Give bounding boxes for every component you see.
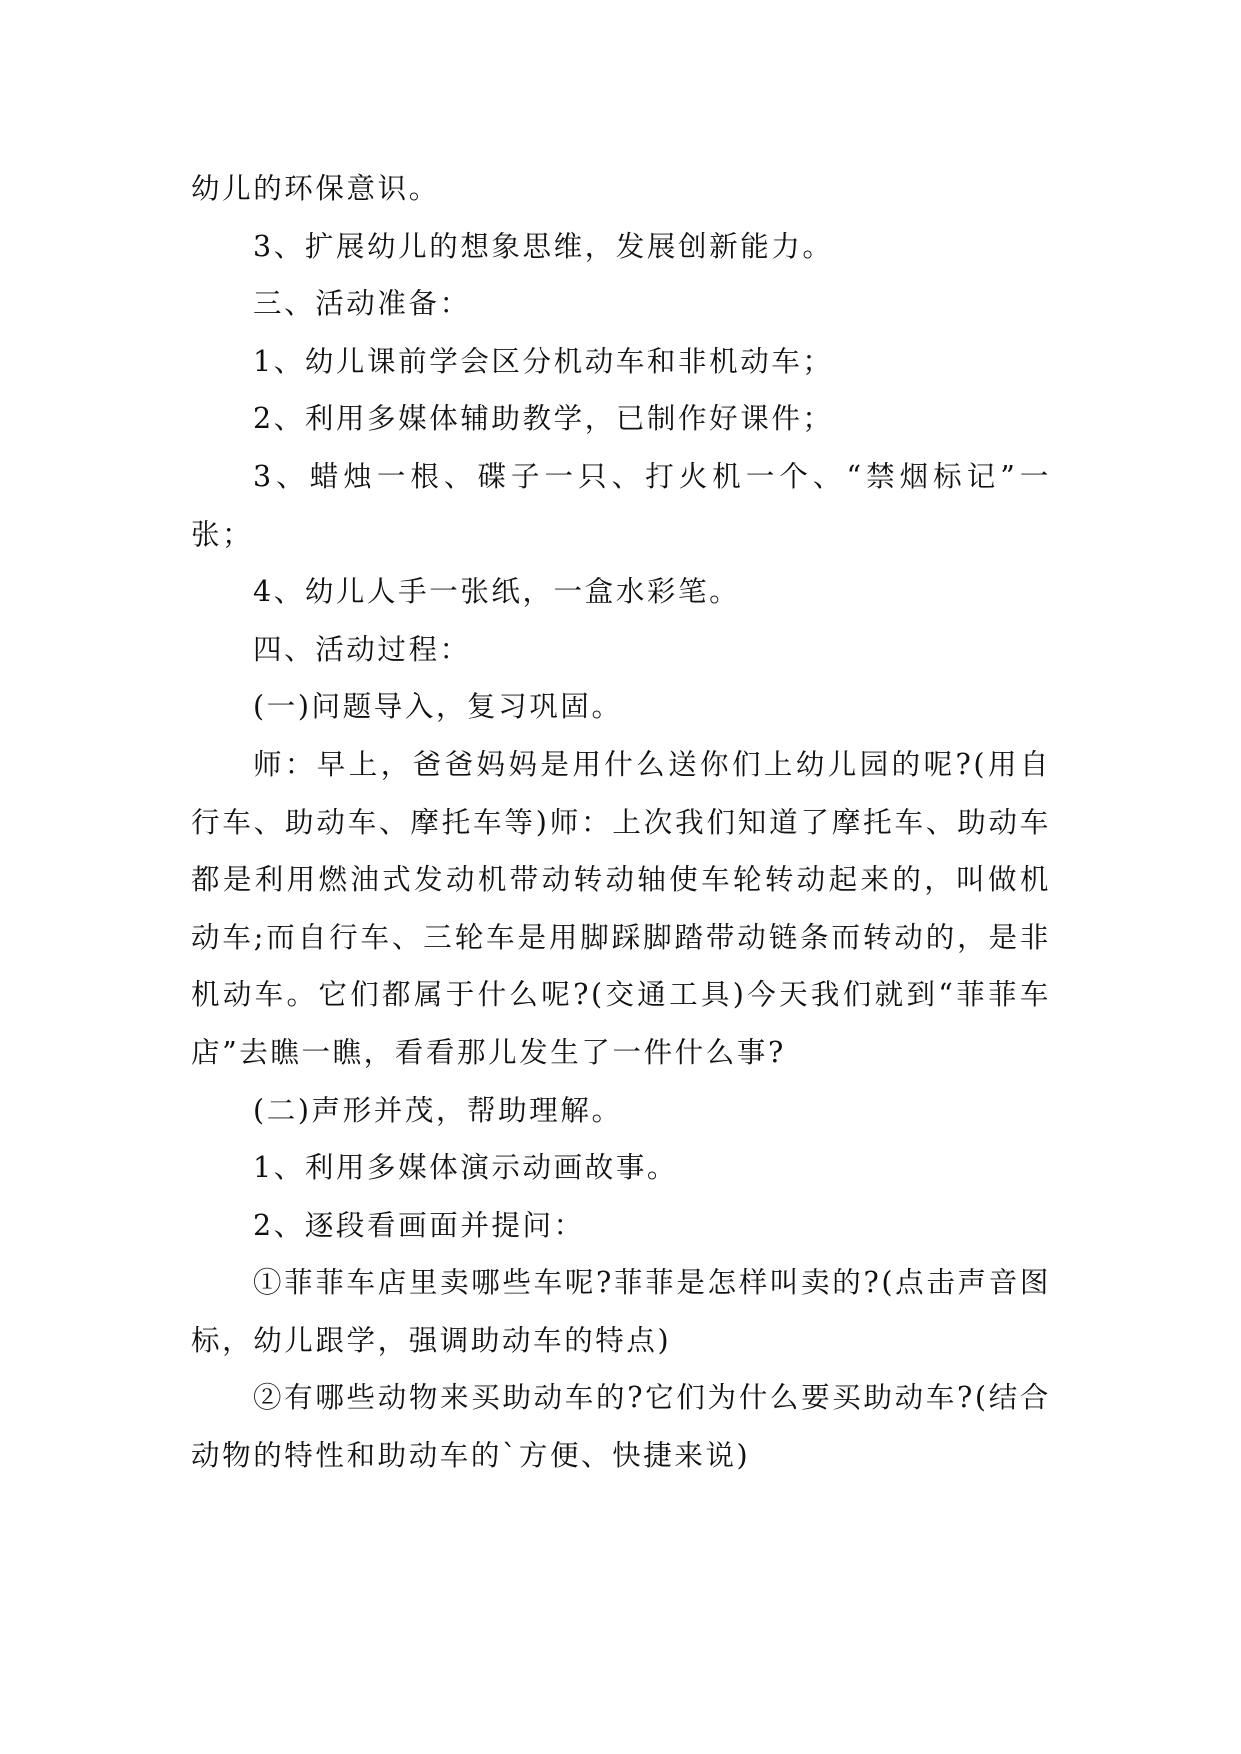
document-body [191,160,1051,1485]
list-item: ①菲菲车店里卖哪些车呢?菲菲是怎样叫卖的?(点击声音图标，幼儿跟学，强调助动车的特点) [191,1266,1051,1357]
list-item: 1、幼儿课前学会区分机动车和非机动车； [253,344,834,378]
paragraph: 师：早上，爸爸妈妈是用什么送你们上幼儿园的呢?(用自行车、助动车、摩托车等)师：上次我们知道了摩托车、助动车都是利用燃油式发动机带动转动轴使车轮转动起来的，叫做机动车;而自行车、三轮车是用脚踩脚踏带动链条而转动的，是非机动车。它们都属于什么呢?(交通工具)今天我们就到“菲菲车店”去瞧一瞧，看看那儿发生了一件什么事? [191,747,1051,1069]
paragraph: 3、扩展幼儿的想象思维，发展创新能力。 [253,229,834,263]
list-item: 1、利用多媒体演示动画故事。 [253,1151,679,1185]
section-heading: 四、活动过程： [253,632,471,666]
list-item: 2、利用多媒体辅助教学，已制作好课件； [253,402,834,436]
list-item: ②有哪些动物来买助动车的?它们为什么要买助动车?(结合动物的特性和助动车的`方便、快捷来说) [191,1381,1051,1473]
list-item: 3、蜡烛一根、碟子一只、打火机一个、“禁烟标记”一张； [191,459,1051,551]
subsection-heading: (一)问题导入，复习巩固。 [253,690,623,724]
list-item: 2、逐段看画面并提问： [253,1208,585,1242]
paragraph: 幼儿的环保意识。 [191,172,440,205]
section-heading: 三、活动准备： [253,287,471,321]
subsection-heading: (二)声形并茂，帮助理解。 [253,1093,623,1127]
list-item: 4、幼儿人手一张纸，一盒水彩笔。 [253,575,741,609]
